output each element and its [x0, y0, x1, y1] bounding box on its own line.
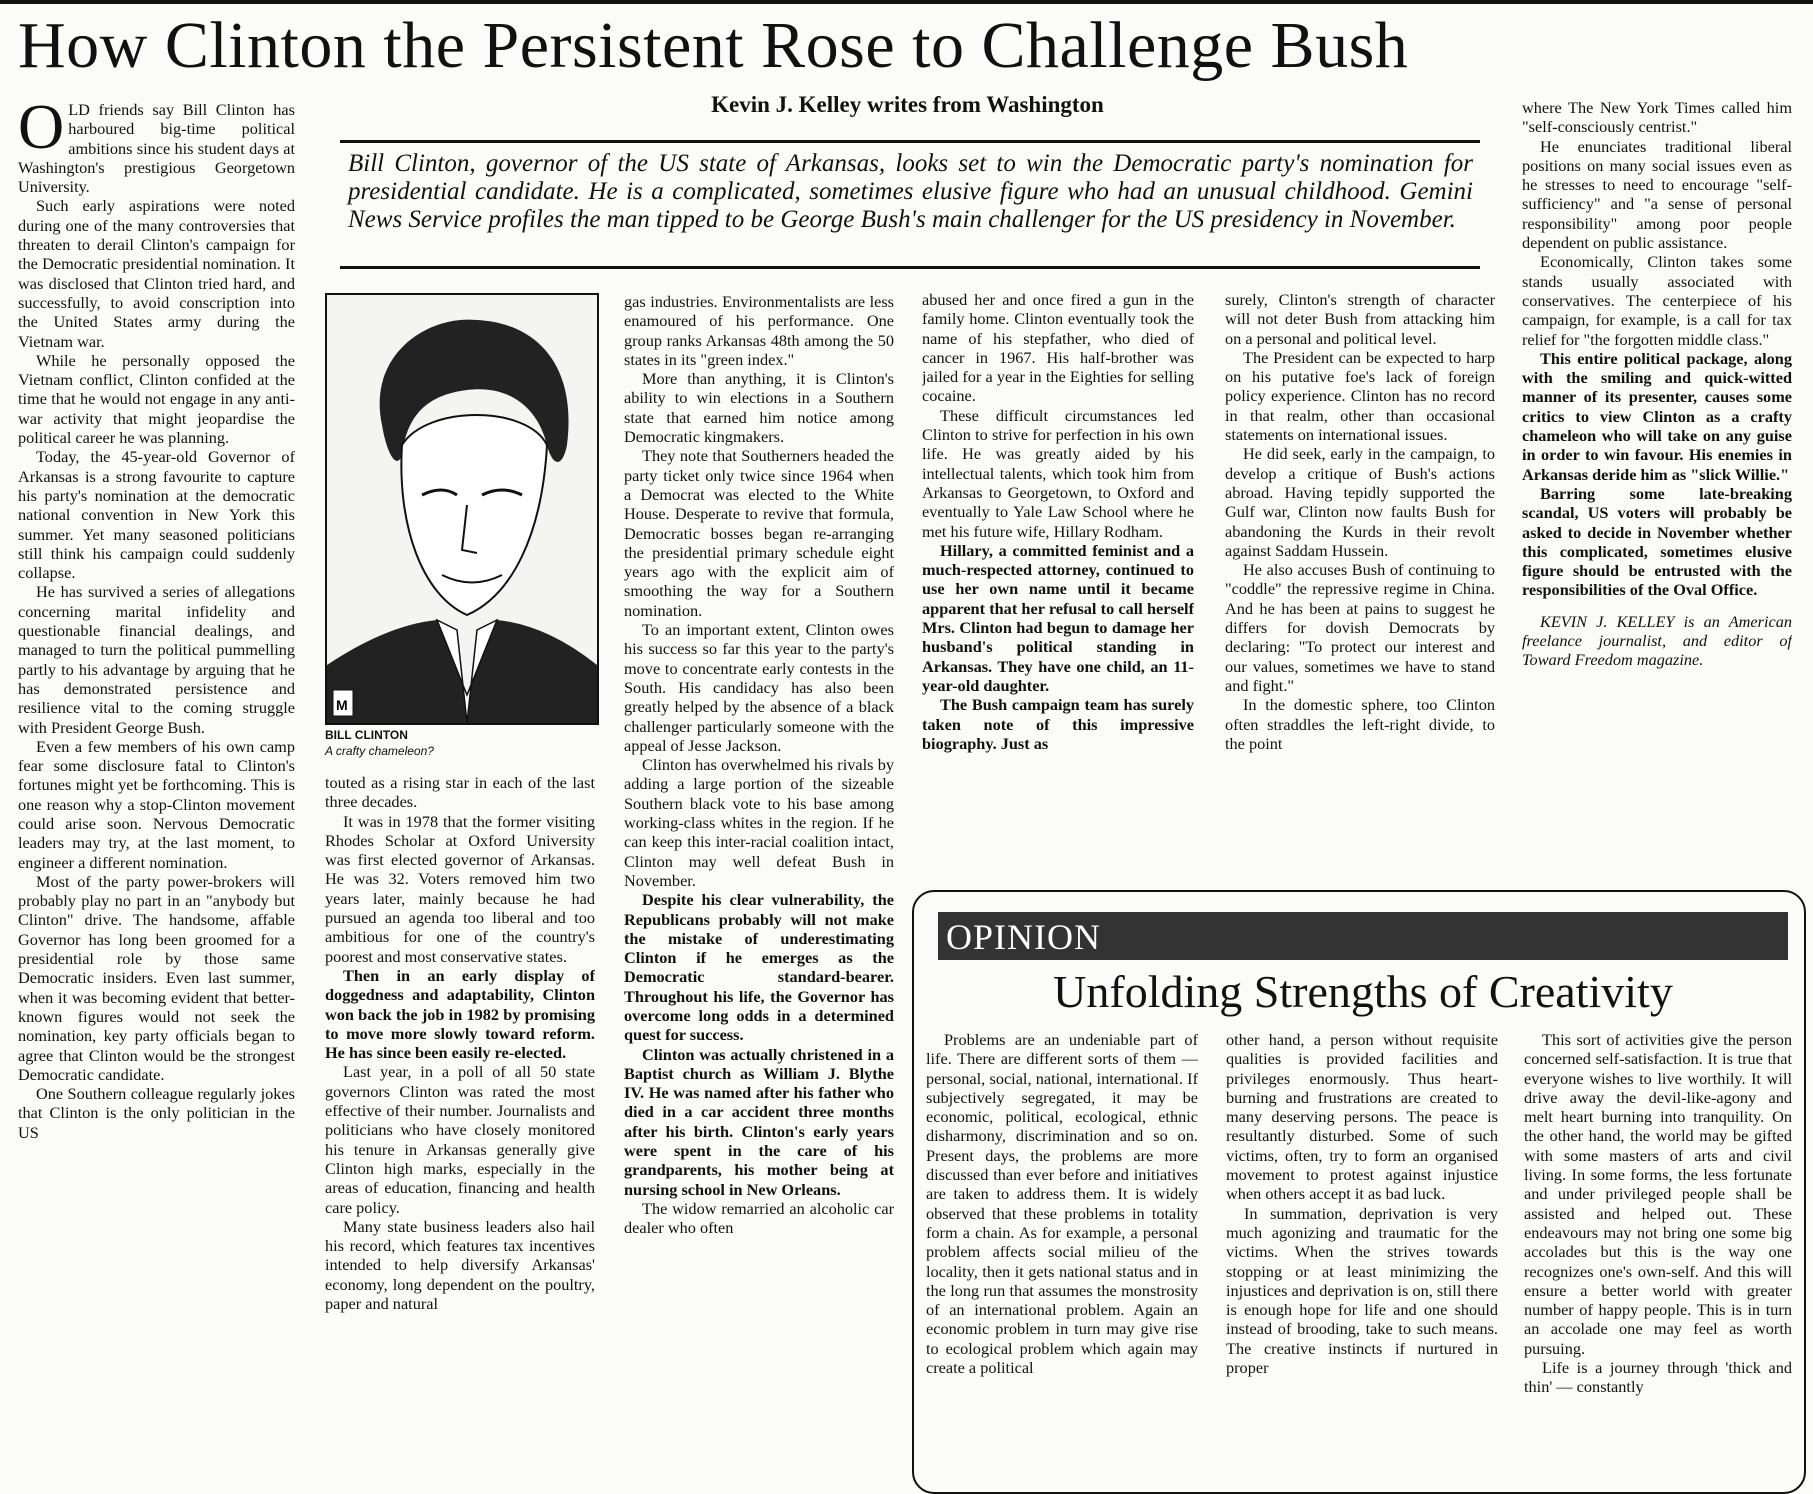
article-paragraph: Clinton has overwhelmed his rivals by adding a large portion of the sizeable Southern black vote to his base among working-class whites in the region. If he can keep this inter-racial coalition intact, Clinton may well defeat Bush in November.	[624, 755, 894, 890]
byline: Kevin J. Kelley writes from Washington	[711, 92, 1104, 117]
article-column-6	[1522, 98, 1792, 888]
article-paragraph: Despite his clear vulnerability, the Republicans probably will not make the mistake of underestimating Clinton if he emerges as the Democratic standard-bearer. Throughout his life, the Governor has overcome long odds in a determined quest for success.	[624, 890, 894, 1045]
article-paragraph: Barring some late-breaking scandal, US voters will probably be asked to decide in November whether this complicated, sometimes elusive figure should be entrusted with the responsibilities of the Oval Office.	[1522, 483, 1792, 600]
drop-cap: O	[18, 100, 65, 162]
article-paragraph: The widow remarried an alcoholic car dealer who often	[624, 1198, 894, 1238]
article-paragraph: He enunciates traditional liberal positions on many social issues even as he stresses to need to encourage "self-sufficiency" and "a sense of personal responsibility" among poor people dependent on public assistance.	[1522, 136, 1792, 253]
photo-caption	[325, 727, 595, 759]
article-paragraph: The Bush campaign team has surely taken note of this impressive biography. Just as	[922, 695, 1194, 753]
article-paragraph: Even a few members of his own camp fear some disclosure fatal to Clinton's fortunes might yet be forthcoming. This is one reason why a stop-Clinton movement could arise soon. Nervous Democratic leaders may try, at the last moment, to engineer a different nomination.	[18, 736, 295, 872]
clinton-sketch	[327, 295, 597, 723]
article-paragraph: He has survived a series of allegations concerning marital infidelity and questionable financial dealings, and managed to turn the political pummelling partly to his advantage by arguing that he has demonstrated persistence and resilience vital to the coming struggle with President George Bush.	[18, 582, 295, 737]
article-paragraph: This entire political package, along with the smiling and quick-witted manner of its presenter, causes some critics to view Clinton as a crafty chameleon who will take on any guise in order to win favour. His enemies in Arkansas deride him as "slick Willie."	[1522, 348, 1792, 484]
portrait-illustration	[325, 293, 599, 725]
illustrator-mark: M	[336, 697, 348, 713]
article-column-5	[1225, 290, 1495, 880]
article-column-3	[624, 292, 894, 1472]
article-paragraph: It was in 1978 that the former visiting Rhodes Scholar at Oxford University was first elected governor of Arkansas. He was 32. Voters removed him two years later, mainly because he had pursued an agenda too liberal and too ambitious for one of the country's poorest and most conservative states.	[325, 811, 595, 966]
article-column-4	[922, 290, 1194, 880]
article-paragraph: Last year, in a poll of all 50 state governors Clinton was rated the most effective of their number. Journalists and politicians who have closely monitored his tenure in Arkansas generally give Clinton high marks, especially in the areas of education, financing and health care policy.	[325, 1062, 595, 1217]
article-paragraph: In the domestic sphere, too Clinton often straddles the left-right divide, to the point	[1225, 695, 1495, 753]
article-column-2	[325, 773, 595, 1473]
article-paragraph: Many state business leaders also hail his record, which features tax incentives intended to help diversify Arkansas' economy, long dependent on the poultry, paper and natural	[325, 1216, 595, 1314]
article-paragraph: The President can be expected to harp on his putative foe's lack of foreign policy experience. Clinton has no record in that realm, other than occasional statements on international issues.	[1225, 347, 1495, 445]
intro-top-rule	[340, 140, 1480, 143]
opinion-column-2	[1226, 1030, 1498, 1475]
article-paragraph: They note that Southerners headed the party ticket only twice since 1964 when a Democrat was elected to the White House. Desperate to revive that formula, Democratic bosses began re-arranging the presidential primary schedule eight years ago with the explicit aim of smoothing the way for a Southern nomination.	[624, 446, 894, 620]
article-column-1	[18, 100, 295, 1475]
caption-subtitle: A crafty chameleon?	[325, 744, 434, 758]
opinion-title: Unfolding Strengths of Creativity	[1053, 966, 1673, 1017]
article-paragraph: Then in an early display of doggedness and adaptability, Clinton won back the job in 1982 by promising to move more slowly toward reform. He has since been easily re-elected.	[325, 965, 595, 1063]
article-paragraph: Economically, Clinton takes some stands usually associated with conservatives. The centerpiece of his campaign, for example, is a call for tax relief for "the forgotten middle class."	[1522, 252, 1792, 349]
article-paragraph: While he personally opposed the Vietnam conflict, Clinton confided at the time that he would not engage in any anti-war activity that might jeopardise the political career he was planning.	[18, 350, 295, 448]
article-paragraph: surely, Clinton's strength of character will not deter Bush from attacking him on a personal and political level.	[1225, 290, 1495, 348]
article-paragraph: Hillary, a committed feminist and a much-respected attorney, continued to use her own name until it became apparent that her refusal to call herself Mrs. Clinton had begun to damage her husband's political standing in Arkansas. They have one child, an 11-year-old daughter.	[922, 540, 1194, 695]
opinion-paragraph: Problems are an undeniable part of life. There are different sorts of them — personal, social, national, international. If subjectively segregated, it may be economic, political, ecological, ethnic disharmony, discrimination and so on. Present days, the problems are more discussed than ever before and initiatives are taken to address them. It is widely observed that these problems in totality form a chain. As for example, a personal problem affects social milieu of the locality, then it gets national status and in the long run that assumes the monstrosity of an international problem. Again an economic problem in turn may give rise to ecological problem which again may create a political	[926, 1030, 1198, 1378]
opinion-paragraph: This sort of activities give the person concerned self-satisfaction. It is true that everyone wishes to live worthily. It will drive away the devil-like-agony and melt heart burning into tranquility. On the other hand, the world may be gifted with some masters of arts and civil living. In some forms, the less fortunate and under privileged people shall be assisted and helped out. These endeavours may not bring one some big accolades but this is the way one recognizes one's own-self. And this will ensure a better world with greater number of happy people. This is in turn an accolade one may feel as worth pursuing.	[1524, 1030, 1792, 1358]
opinion-paragraph: other hand, a person without requisite qualities is provided facilities and privileges enormously. Thus heart-burning and frustrations are created to many deserving persons. The peace is resultantly disturbed. Some of such victims, often, try to form an organised movement to protest against injustice when others accept it as bad luck.	[1226, 1030, 1498, 1204]
author-signoff: KEVIN J. KELLEY is an American freelance journalist, and editor of Toward Freedom magazine.	[1522, 611, 1792, 670]
article-paragraph: Such early aspirations were noted during one of the many controversies that threaten to derail Clinton's campaign for the Democratic presidential nomination. It was disclosed that Clinton tried hard, and successfully, to avoid conscription into the United States army during the Vietnam war.	[18, 196, 295, 351]
article-paragraph: He did seek, early in the campaign, to develop a critique of Bush's actions abroad. Having tepidly supported the Gulf war, Clinton now faults Bush for abandoning the Kurds in their revolt against Saddam Hussein.	[1225, 444, 1495, 560]
article-paragraph: Today, the 45-year-old Governor of Arkansas is a strong favourite to capture his party's nomination at the democratic national convention in New York this summer. Yet many seasoned politicians still think his campaign could suddenly collapse.	[18, 447, 295, 583]
article-paragraph: abused her and once fired a gun in the family home. Clinton eventually took the name of his stepfather, who died of cancer in 1967. His half-brother was jailed for a year in the Eighties for selling cocaine.	[922, 290, 1194, 406]
article-paragraph: where The New York Times called him "self-consciously centrist."	[1522, 98, 1792, 137]
article-paragraph: Most of the party power-brokers will probably play no part in an "anybody but Clinton" drive. The handsome, affable Governor has long been groomed for a presidential role by those same Democratic insiders. Even last summer, when it was becoming evident that better-known figures would not seek the nomination, key party officials began to agree that Clinton would be the strongest Democratic candidate.	[18, 871, 295, 1084]
article-paragraph: Clinton was actually christened in a Baptist church as William J. Blythe IV. He was named after his father who died in a car accident three months after his birth. Clinton's early years were spent in the care of his grandparents, his mother being at nursing school in New Orleans.	[624, 1044, 894, 1199]
opinion-label: OPINION	[946, 917, 1101, 957]
opinion-column-1	[926, 1030, 1198, 1475]
headline: How Clinton the Persistent Rose to Challenge Bush	[18, 9, 1409, 82]
opinion-banner	[938, 912, 1788, 960]
article-paragraph: More than anything, it is Clinton's ability to win elections in a Southern state that earned him notice among Democratic kingmakers.	[624, 369, 894, 447]
opinion-paragraph: In summation, deprivation is very much agonizing and traumatic for the victims. When the strives towards stopping or at least minimizing the injustices and deprivation is on, still there is enough hope for life and one should instead of brooding, take to such means. The creative instincts if nurtured in proper	[1226, 1203, 1498, 1378]
article-paragraph: To an important extent, Clinton owes his success so far this year to the party's move to concentrate early contests in the South. His candidacy has also been greatly helped by the absence of a black challenger particularly someone with the appeal of Jesse Jackson.	[624, 620, 894, 755]
intro-bottom-rule	[340, 266, 1480, 269]
caption-title: BILL CLINTON	[325, 728, 408, 742]
intro-deck: Bill Clinton, governor of the US state of Arkansas, looks set to win the Democratic party's nomination for presidential candidate. He is a complicated, sometimes elusive figure who had an unusual childhood. Gemini News Service profiles the man tipped to be George Bush's main challenger for the US presidency in November.	[348, 150, 1473, 233]
opinion-column-3	[1524, 1030, 1792, 1475]
article-paragraph: He also accuses Bush of continuing to "coddle" the repressive regime in China. And he has been at pains to suggest he differs for dovish Democrats by declaring: "To protect our interest and our values, sometimes we have to stand and fight."	[1225, 560, 1495, 695]
article-paragraph: gas industries. Environmentalists are less enamoured of his performance. One group ranks Arkansas 48th among the 50 states in its "green index."	[624, 292, 894, 369]
article-paragraph: These difficult circumstances led Clinton to strive for perfection in his own life. He was greatly aided by his intellectual talents, which took him from Arkansas to Georgetown, to Oxford and eventually to Yale Law School where he met his future wife, Hillary Rodham.	[922, 405, 1194, 541]
article-paragraph: OLD friends say Bill Clinton has harboured big-time political ambitions since his student days at Washington's prestigious Georgetown University.	[18, 100, 295, 197]
opinion-paragraph: Life is a journey through 'thick and thin' — constantly	[1524, 1358, 1792, 1397]
article-paragraph: One Southern colleague regularly jokes that Clinton is the only politician in the US	[18, 1084, 295, 1142]
article-paragraph: touted as a rising star in each of the last three decades.	[325, 773, 595, 812]
